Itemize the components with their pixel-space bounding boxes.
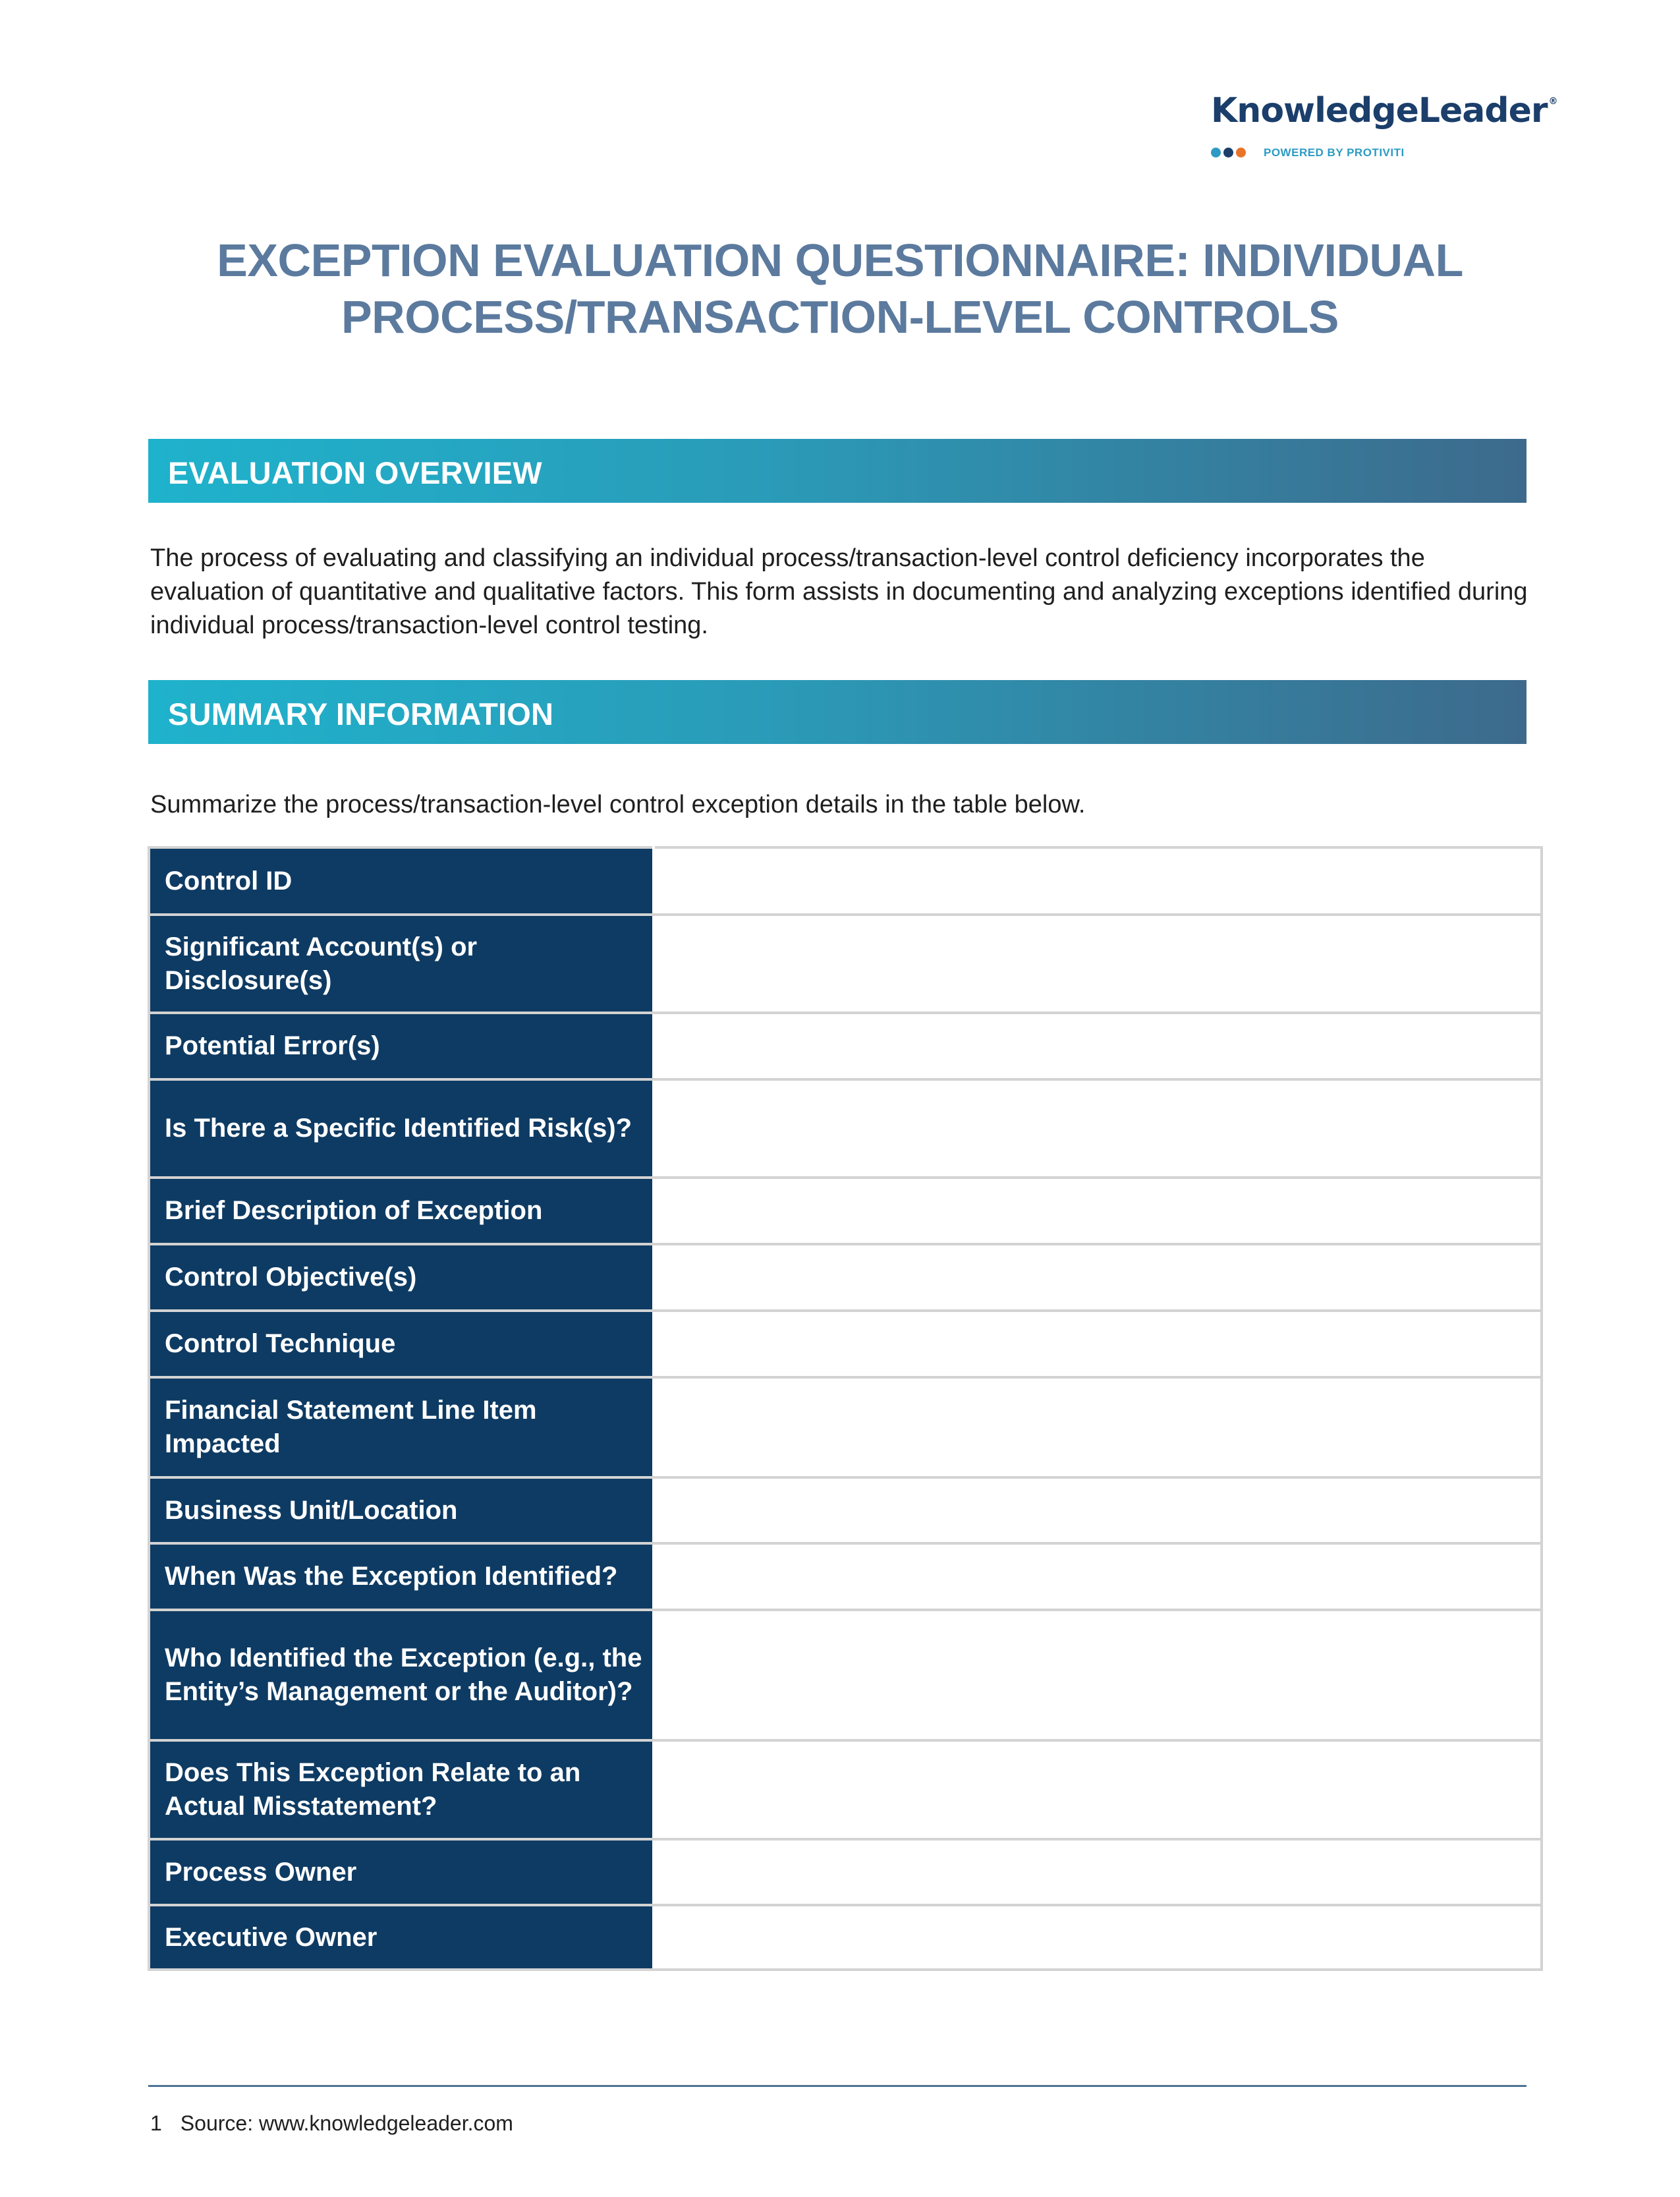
brand-tagline: POWERED BY PROTIVITI bbox=[1264, 146, 1405, 159]
row-value-field[interactable] bbox=[654, 1905, 1542, 1970]
row-label: Control Objective(s) bbox=[149, 1244, 654, 1311]
summary-intro-text: Summarize the process/transaction-level control exception details in the table below. bbox=[150, 791, 1086, 818]
row-label: Does This Exception Relate to an Actual Misstatement? bbox=[149, 1740, 654, 1839]
row-value-field[interactable] bbox=[654, 1477, 1542, 1543]
brand-dot-1 bbox=[1211, 148, 1221, 157]
row-label: Control Technique bbox=[149, 1311, 654, 1377]
table-row-executive-owner bbox=[149, 1905, 1542, 1970]
table-row-process-owner bbox=[149, 1839, 1542, 1905]
section-heading: SUMMARY INFORMATION bbox=[168, 697, 554, 731]
section-header-evaluation-overview bbox=[148, 439, 1526, 503]
row-value-field[interactable] bbox=[654, 1740, 1542, 1839]
page-number: 1 bbox=[150, 2111, 162, 2135]
table-row-when-identified bbox=[149, 1543, 1542, 1610]
row-label: Who Identified the Exception (e.g., the Entity’s Management or the Auditor)? bbox=[149, 1610, 654, 1740]
table-row-actual-misstatement bbox=[149, 1740, 1542, 1839]
row-label: Brief Description of Exception bbox=[149, 1178, 654, 1244]
row-label: Is There a Specific Identified Risk(s)? bbox=[149, 1079, 654, 1178]
table-row-control-technique bbox=[149, 1311, 1542, 1377]
row-label: Significant Account(s) or Disclosure(s) bbox=[149, 915, 654, 1013]
overview-paragraph: The process of evaluating and classifying an individual process/transaction-level control deficiency incorporates the evaluation of quantitative and qualitative factors. This form assists in documenting and analyzing exceptions identified during individual process/transaction-level control testing. bbox=[150, 544, 1528, 639]
row-value-field[interactable] bbox=[654, 1178, 1542, 1244]
row-value-field[interactable] bbox=[654, 1839, 1542, 1905]
table-row-who-identified bbox=[149, 1610, 1542, 1740]
knowledgeleader-logo bbox=[1211, 91, 1557, 165]
page-title bbox=[132, 232, 1548, 345]
brand-dot-2 bbox=[1223, 148, 1233, 157]
page-title-line-1: EXCEPTION EVALUATION QUESTIONNAIRE: INDIVIDUAL bbox=[217, 235, 1463, 286]
row-value-field[interactable] bbox=[654, 1543, 1542, 1610]
row-label: Control ID bbox=[149, 847, 654, 915]
footer bbox=[150, 2111, 513, 2136]
brand-dot-3 bbox=[1236, 148, 1246, 157]
row-label: Executive Owner bbox=[149, 1905, 654, 1970]
footer-divider bbox=[148, 2085, 1526, 2087]
row-label: Process Owner bbox=[149, 1839, 654, 1905]
section-header-summary-information bbox=[148, 680, 1526, 744]
table-row-potential-errors bbox=[149, 1013, 1542, 1079]
row-value-field[interactable] bbox=[654, 915, 1542, 1013]
table-row-brief-description bbox=[149, 1178, 1542, 1244]
table-row-control-objectives bbox=[149, 1244, 1542, 1311]
row-label: Potential Error(s) bbox=[149, 1013, 654, 1079]
brand-dots bbox=[1211, 148, 1246, 158]
section-heading: EVALUATION OVERVIEW bbox=[168, 455, 542, 490]
row-value-field[interactable] bbox=[654, 1377, 1542, 1477]
page-title-line-2: PROCESS/TRANSACTION-LEVEL CONTROLS bbox=[341, 291, 1339, 343]
row-value-field[interactable] bbox=[654, 847, 1542, 915]
table-row-business-unit-location bbox=[149, 1477, 1542, 1543]
row-value-field[interactable] bbox=[654, 1079, 1542, 1178]
registered-mark: ® bbox=[1548, 96, 1557, 107]
row-label: Financial Statement Line Item Impacted bbox=[149, 1377, 654, 1477]
summary-table bbox=[148, 846, 1543, 1971]
brand-name: KnowledgeLeader bbox=[1211, 91, 1548, 130]
table-row-control-id bbox=[149, 847, 1542, 915]
table-row-financial-statement-line-item bbox=[149, 1377, 1542, 1477]
row-value-field[interactable] bbox=[654, 1311, 1542, 1377]
row-label: Business Unit/Location bbox=[149, 1477, 654, 1543]
table-row-specific-identified-risk bbox=[149, 1079, 1542, 1178]
row-value-field[interactable] bbox=[654, 1610, 1542, 1740]
row-value-field[interactable] bbox=[654, 1013, 1542, 1079]
table-row-significant-accounts bbox=[149, 915, 1542, 1013]
footer-source: Source: www.knowledgeleader.com bbox=[180, 2111, 513, 2135]
row-value-field[interactable] bbox=[654, 1244, 1542, 1311]
row-label: When Was the Exception Identified? bbox=[149, 1543, 654, 1610]
